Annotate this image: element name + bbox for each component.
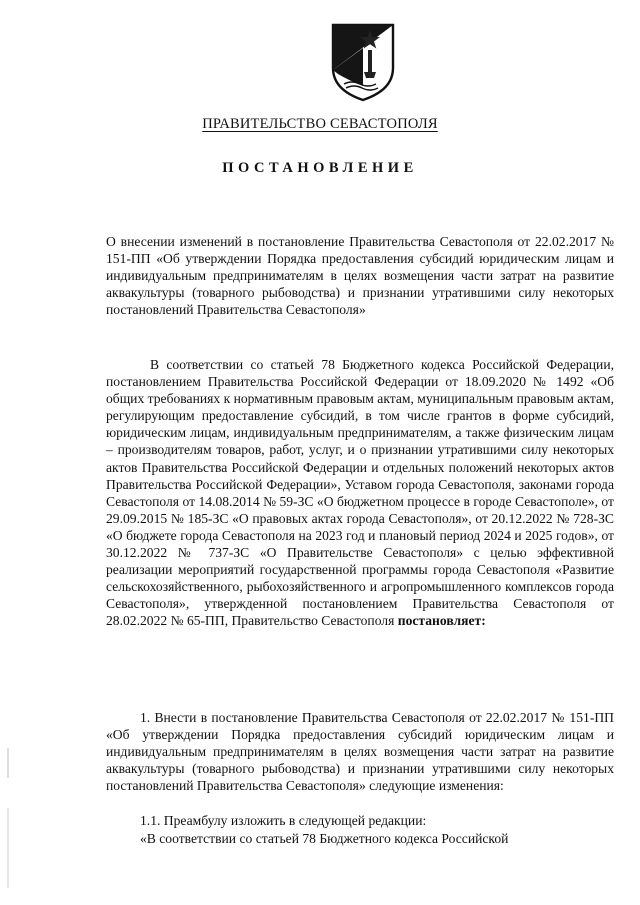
resolution-title: О внесении изменений в постановление Правительства Севастополя от 22.02.2017 № 151-ПП «Об утверждении Порядка предоставления субсидий юридическим лицам и индивидуальным предпринимателям в целях возмещения части затрат на развитие аквакультуры (товарного рыбоводства) и признании утратившими силу некоторых постановлений Правительства Севастополя»: [106, 234, 614, 318]
preamble-text: В соответствии со статьей 78 Бюджетного кодекса Российской Федерации, постановлением Правительства Российской Федерации от 18.09.2020 № 1492 «Об общих требованиях к нормативным правовым актам, муниципальным правовым актам, регулирующим предоставление субсидий, в том числе грантов в форме субсидий, юридическим лицам, индивидуальным предпринимателям, а также физическим лицам – производителям товаров, работ, услуг, и о признании утратившими силу некоторых актов Правительства Российской Федерации и отдельных положений некоторых актов Правительства Российской Федерации», Уставом города Севастополя, законами города Севастополя от 14.08.2014 № 59-ЗС «О бюджетном процессе в городе Севастополе», от 29.09.2015 № 185-ЗС «О правовых актах города Севастополя», от 20.12.2022 № 728-ЗС «О бюджете города Севастополя на 2023 год и плановый период 2024 и 2025 годов», от 30.12.2022 № 737-ЗС «О Правительстве Севастополя» с целью эффективной реализации мероприятий государственной программы города Севастополя «Развитие сельскохозяйственного, рыбохозяйственного и агропромышленного комплексов города Севастополя», утвержденной постановлением Правительства Севастополя от 28.02.2022 № 65-ПП, Правительство Севастополя: [106, 357, 614, 629]
resolves-verb: постановляет:: [397, 613, 486, 629]
sevastopol-coat-of-arms-icon: [330, 22, 396, 102]
scan-margin-marks: [6, 748, 10, 888]
clause-1-1: 1.1. Преамбулу изложить в следующей редакции:: [140, 813, 427, 828]
preamble-paragraph: [106, 356, 614, 630]
clause-1: 1. Внести в постановление Правительства Севастополя от 22.02.2017 № 151-ПП «Об утверждении Порядка предоставления субсидий юридическим лицам и индивидуальным предпринимателям в целях возмещения части затрат на развитие аквакультуры (товарного рыбоводства) и признании утратившими силу некоторых постановлений Правительства Севастополя» следующие изменения:: [106, 710, 614, 794]
clause-1-2-quote: «В соответствии со статьей 78 Бюджетного кодекса Российской: [140, 831, 509, 846]
document-type: ПОСТАНОВЛЕНИЕ: [222, 160, 418, 176]
government-name: ПРАВИТЕЛЬСТВО СЕВАСТОПОЛЯ: [202, 116, 438, 132]
